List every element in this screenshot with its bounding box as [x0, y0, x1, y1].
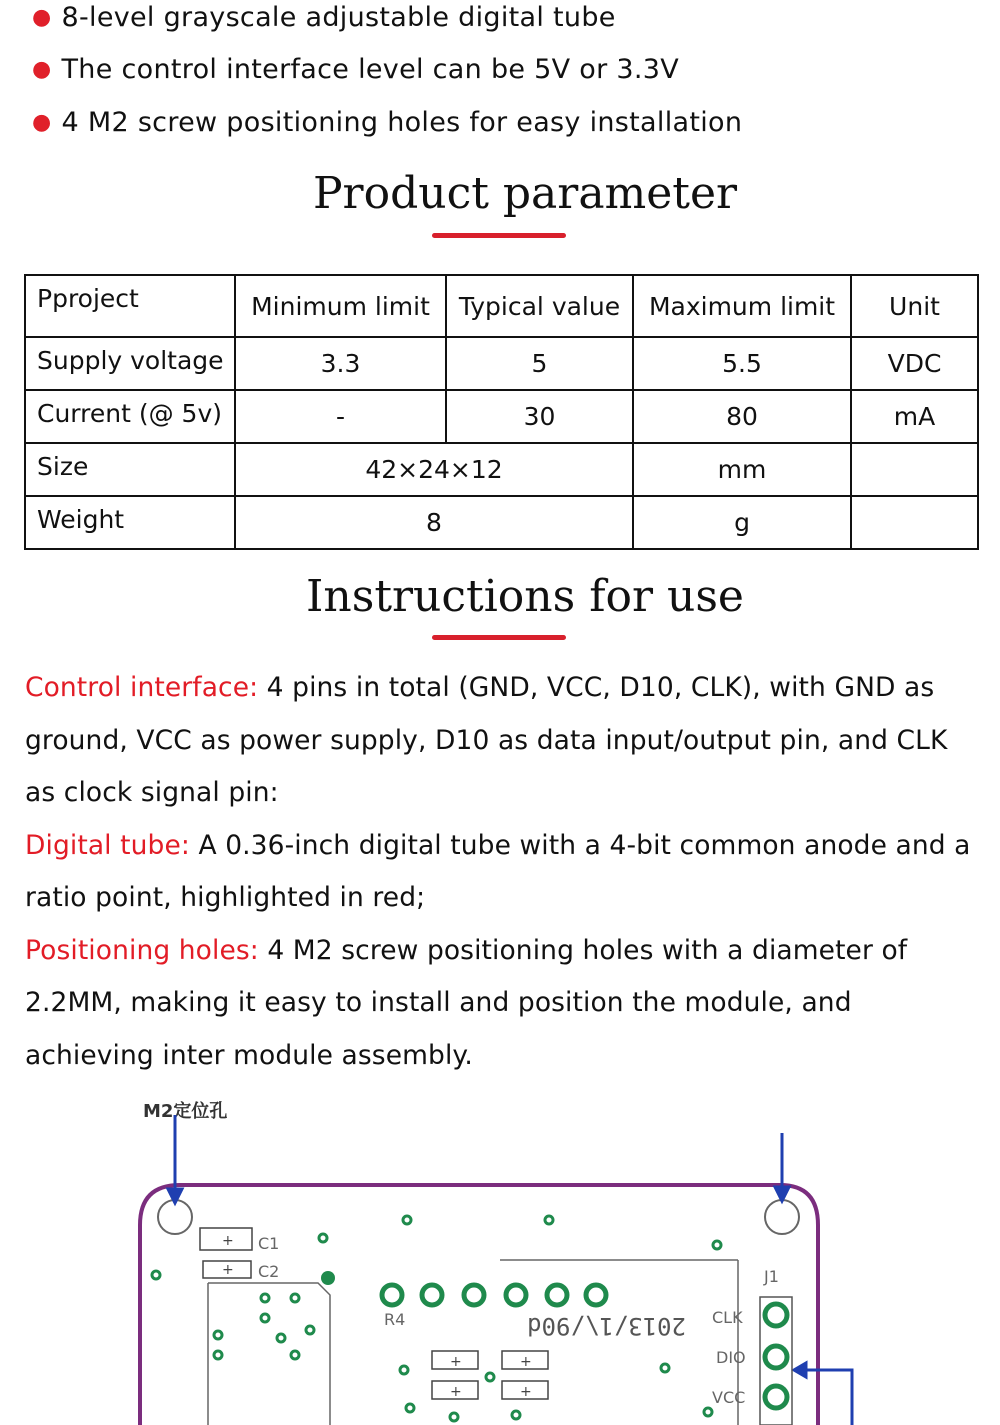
table-cell: 42×24×12 [235, 443, 633, 496]
svg-text:+: + [222, 1262, 234, 1278]
product-parameter-title: Product parameter [312, 168, 738, 219]
table-cell: 8 [235, 496, 633, 549]
table-cell: mm [633, 443, 851, 496]
table-cell: Weight [25, 496, 235, 549]
bullet-icon: ● [32, 110, 52, 135]
silk-label: DIO [716, 1348, 746, 1367]
table-cell: - [235, 390, 446, 443]
table-cell: mA [851, 390, 978, 443]
pcb-diagram [0, 1085, 1000, 1425]
mounting-hole-label: M2定位孔 [143, 1101, 228, 1122]
instruction-text: 4 pins in total (GND, VCC, D10, CLK), with GND as ground, VCC as power supply, D10 as data input/output pin, and CLK as clock signal pin: [25, 672, 948, 808]
table-cell: g [633, 496, 851, 549]
parameter-table [24, 274, 979, 550]
instruction-key: Control interface: [25, 672, 259, 703]
mounting-hole-icon [765, 1200, 799, 1234]
table-row [25, 443, 978, 496]
instruction-paragraph [25, 925, 985, 1083]
board-date-text: 2013/1\/90d [527, 1312, 686, 1340]
feature-item [32, 105, 742, 143]
table-cell: 5.5 [633, 337, 851, 390]
silk-label: C1 [258, 1234, 280, 1253]
silk-label: CLK [712, 1308, 743, 1327]
title-underline [432, 233, 566, 238]
instructions-title: Instructions for use [306, 571, 744, 622]
table-row [25, 496, 978, 549]
table-header-cell: Minimum limit [235, 275, 446, 337]
instruction-key: Digital tube: [25, 829, 190, 861]
instruction-text: 4 M2 screw positioning holes with a diameter of 2.2MM, making it easy to install and position the module, and achieving inter module assembly. [25, 934, 908, 1071]
instruction-key: Positioning holes: [25, 934, 259, 966]
table-cell: Supply voltage [25, 337, 235, 390]
instructions-body [25, 662, 985, 1082]
table-cell: 3.3 [235, 337, 446, 390]
feature-item [32, 0, 616, 38]
table-row [25, 337, 978, 390]
svg-text:+: + [450, 1354, 462, 1370]
table-cell [851, 496, 978, 549]
feature-text: The control interface level can be 5V or 3.3V [61, 54, 680, 85]
instruction-text: A 0.36-inch digital tube with a 4-bit common anode and a ratio point, highlighted in red; [25, 829, 971, 913]
bullet-icon: ● [32, 57, 52, 82]
bullet-icon: ● [32, 5, 52, 30]
instruction-paragraph [25, 662, 985, 820]
feature-item [32, 52, 679, 90]
silk-label: VCC [712, 1388, 746, 1407]
feature-text: 8-level grayscale adjustable digital tube [61, 2, 616, 33]
silk-label: J1 [764, 1267, 779, 1286]
table-cell: VDC [851, 337, 978, 390]
table-cell [851, 443, 978, 496]
svg-text:+: + [520, 1384, 532, 1400]
feature-text: 4 M2 screw positioning holes for easy installation [61, 107, 743, 138]
title-underline [432, 635, 566, 640]
table-cell: Current (@ 5v) [25, 390, 235, 443]
table-header-cell: Pproject [25, 275, 235, 337]
table-header-row [25, 275, 978, 337]
svg-text:+: + [450, 1384, 462, 1400]
table-header-cell: Maximum limit [633, 275, 851, 337]
table-row [25, 390, 978, 443]
silk-label: R4 [384, 1310, 406, 1329]
svg-text:+: + [222, 1233, 234, 1249]
table-cell: 5 [446, 337, 633, 390]
silk-label: C2 [258, 1262, 280, 1281]
table-header-cell: Unit [851, 275, 978, 337]
svg-text:+: + [520, 1354, 532, 1370]
table-cell: 30 [446, 390, 633, 443]
table-header-cell: Typical value [446, 275, 633, 337]
table-cell: 80 [633, 390, 851, 443]
table-cell: Size [25, 443, 235, 496]
instruction-paragraph [25, 820, 985, 925]
